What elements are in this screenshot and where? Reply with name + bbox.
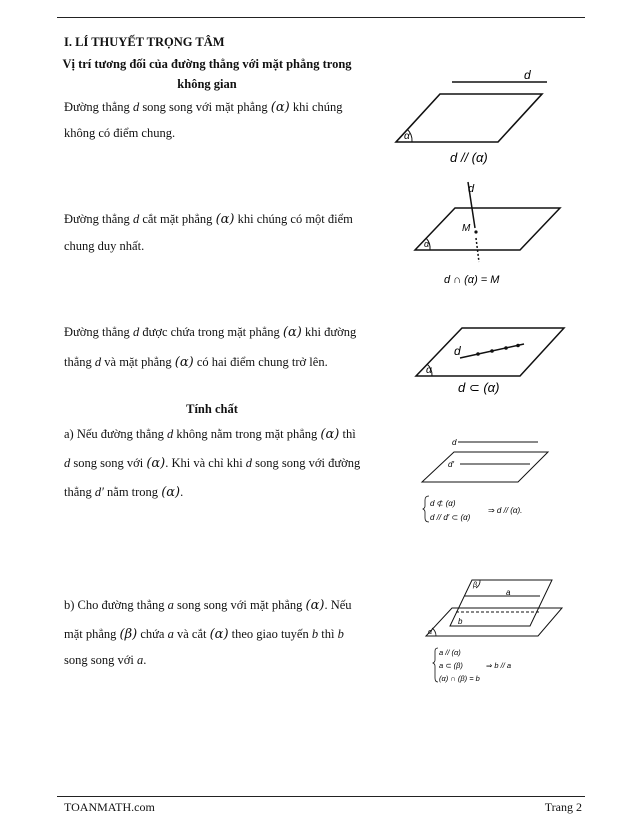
case1-line2: không có điểm chung. bbox=[64, 126, 176, 140]
text: thì bbox=[339, 427, 356, 441]
text: thẳng bbox=[64, 485, 95, 499]
text: Đường thẳng bbox=[64, 212, 133, 226]
caption: d ∩ (α) = M bbox=[444, 274, 500, 286]
point-m bbox=[474, 230, 477, 233]
case3-line2 bbox=[64, 348, 328, 377]
var-d: d bbox=[132, 212, 140, 226]
alpha: (α) bbox=[209, 627, 229, 642]
case3-line1 bbox=[64, 318, 356, 347]
system-result: ⇒ d // (α). bbox=[488, 506, 523, 515]
point-4 bbox=[516, 344, 520, 348]
line-d-label: d bbox=[468, 183, 475, 195]
footer-site: TOANMATH.com bbox=[64, 800, 155, 814]
alpha: (α) bbox=[320, 427, 340, 442]
var-b: b bbox=[337, 627, 344, 641]
text: mặt phẳng bbox=[64, 627, 120, 641]
text: song song với bbox=[70, 456, 147, 470]
var-d: d bbox=[245, 456, 253, 470]
text: thì bbox=[318, 627, 338, 641]
line-b-label: b bbox=[458, 617, 463, 626]
case1-line1 bbox=[64, 93, 343, 122]
case2-line1 bbox=[64, 205, 353, 234]
point-1 bbox=[476, 352, 480, 356]
text: có hai điểm chung trở lên. bbox=[193, 355, 328, 369]
plane-alpha bbox=[422, 452, 548, 482]
subtitle-line1: Vị trí tương đối của đường thẳng với mặt phẳng trong bbox=[62, 57, 352, 71]
system-line1: a // (α) bbox=[439, 648, 461, 657]
text: . bbox=[143, 653, 147, 667]
footer-rule bbox=[57, 796, 585, 797]
system-result: ⇒ b // a bbox=[486, 661, 512, 670]
var-d: d bbox=[132, 325, 140, 339]
system-brace bbox=[423, 496, 429, 522]
plane-label: α bbox=[426, 365, 432, 376]
text: song song với đường bbox=[252, 456, 361, 470]
text: và mặt phẳng bbox=[101, 355, 175, 369]
system-brace bbox=[433, 648, 438, 682]
text: khi đường bbox=[301, 325, 357, 339]
property-b-line3 bbox=[64, 646, 146, 674]
property-b-line2 bbox=[64, 620, 344, 649]
line-d-label: d bbox=[452, 438, 457, 447]
system-line1: d ⊄ (α) bbox=[430, 499, 456, 508]
text: cắt mặt phẳng bbox=[139, 212, 216, 226]
plane-alpha-label: α bbox=[428, 629, 432, 636]
text: song song với mặt phẳng bbox=[173, 598, 306, 612]
alpha: (α) bbox=[146, 456, 166, 471]
text: song song với bbox=[64, 653, 137, 667]
alpha: (α) bbox=[305, 598, 325, 613]
property-b-figure bbox=[420, 574, 570, 690]
caption: d ⊂ (α) bbox=[458, 380, 500, 395]
text: theo giao tuyến bbox=[228, 627, 312, 641]
point-m-label: M bbox=[462, 223, 471, 234]
var-d: d bbox=[166, 427, 174, 441]
text: nằm trong bbox=[103, 485, 162, 499]
text: . Nếu bbox=[324, 598, 352, 612]
var-a: a bbox=[167, 598, 174, 612]
text: không nằm trong mặt phẳng bbox=[173, 427, 321, 441]
alpha: (α) bbox=[215, 212, 235, 227]
plane-alpha bbox=[415, 208, 560, 250]
point-2 bbox=[490, 349, 494, 353]
alpha: (α) bbox=[161, 485, 181, 500]
subtitle-line2: không gian bbox=[177, 77, 237, 91]
alpha: (α) bbox=[174, 355, 194, 370]
plane-alpha bbox=[396, 94, 542, 142]
alpha: (α) bbox=[270, 100, 290, 115]
point-3 bbox=[504, 346, 508, 350]
text: . Khi và chỉ khi bbox=[165, 456, 246, 470]
caption: d // (α) bbox=[450, 150, 488, 165]
case2-line2: chung duy nhất. bbox=[64, 239, 145, 253]
line-d-label: d bbox=[454, 344, 461, 358]
properties-heading: Tính chất bbox=[186, 402, 238, 416]
plane-beta bbox=[450, 580, 552, 626]
text: chứa bbox=[137, 627, 168, 641]
text: thẳng bbox=[64, 355, 95, 369]
text: b) Cho đường thẳng bbox=[64, 598, 168, 612]
line-d-prime-label: d′ bbox=[448, 460, 454, 469]
line-d-label: d bbox=[524, 68, 531, 82]
beta: (β) bbox=[119, 627, 138, 642]
text: được chứa trong mặt phẳng bbox=[139, 325, 283, 339]
var-d-prime: d′ bbox=[94, 485, 104, 499]
contained-line-figure bbox=[412, 324, 572, 400]
text: song song với mặt phẳng bbox=[139, 100, 271, 114]
plane-beta-label: β bbox=[473, 582, 477, 589]
text: a) Nếu đường thẳng bbox=[64, 427, 167, 441]
property-a-line1 bbox=[64, 420, 356, 449]
property-a-figure bbox=[418, 436, 563, 530]
header-rule bbox=[57, 17, 585, 18]
var-a: a bbox=[136, 653, 144, 667]
footer-page-number: Trang 2 bbox=[544, 800, 582, 814]
section-title: I. LÍ THUYẾT TRỌNG TÂM bbox=[64, 35, 225, 49]
var-d: d bbox=[132, 100, 140, 114]
system-line2: a ⊂ (β) bbox=[439, 661, 463, 670]
intersecting-line-figure bbox=[410, 180, 570, 290]
parallel-line-figure bbox=[392, 66, 552, 176]
text: khi chúng bbox=[289, 100, 343, 114]
system-line2: d // d′ ⊂ (α) bbox=[430, 513, 471, 522]
plane-label: α bbox=[404, 131, 410, 142]
text: Đường thẳng bbox=[64, 100, 133, 114]
property-b-line1 bbox=[64, 591, 352, 620]
plane-label: α bbox=[424, 239, 430, 249]
var-a: a bbox=[167, 627, 174, 641]
var-b: b bbox=[311, 627, 319, 641]
var-d: d bbox=[94, 355, 102, 369]
line-a-label: a bbox=[506, 588, 511, 597]
alpha: (α) bbox=[282, 325, 302, 340]
text: khi chúng có một điểm bbox=[234, 212, 353, 226]
system-line3: (α) ∩ (β) = b bbox=[439, 674, 480, 683]
property-a-line2 bbox=[64, 449, 360, 478]
text: và cắt bbox=[173, 627, 210, 641]
text: Đường thẳng bbox=[64, 325, 133, 339]
property-a-line3 bbox=[64, 478, 183, 507]
var-d: d bbox=[64, 456, 71, 470]
text: . bbox=[180, 485, 184, 499]
